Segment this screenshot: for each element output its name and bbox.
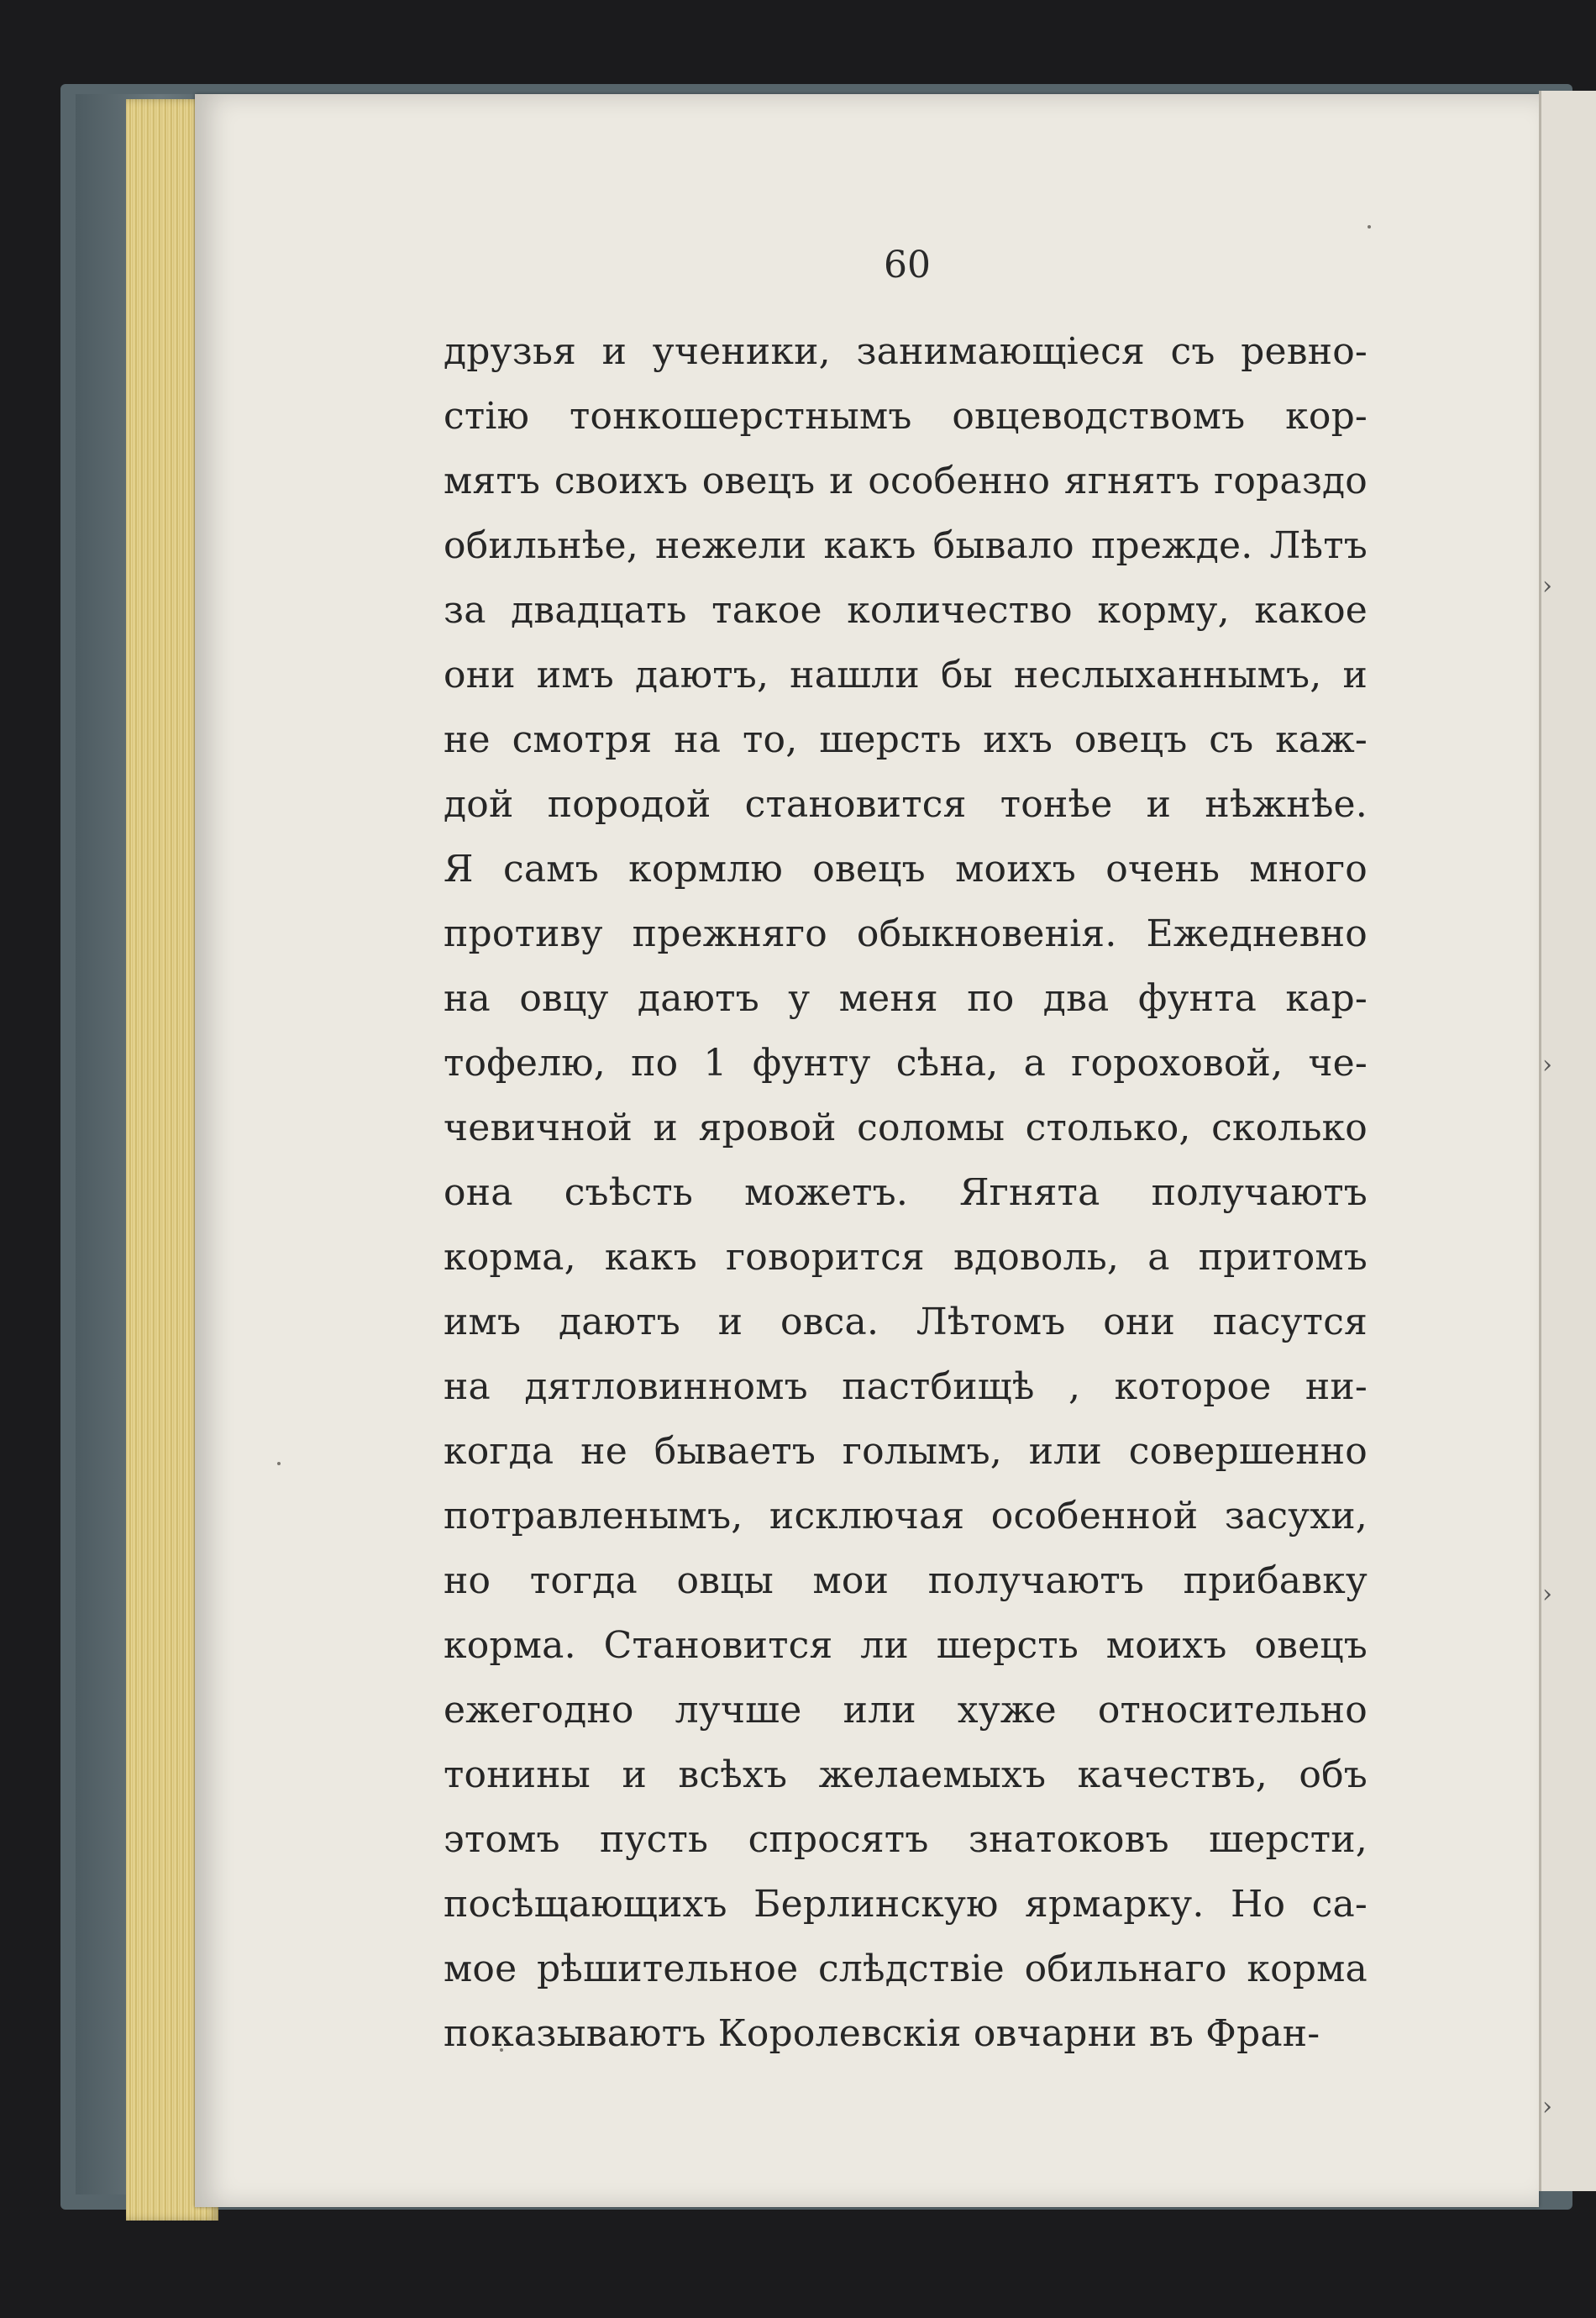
text-line: мое рѣшительное слѣдствіе обильнаго корма [444, 1947, 1368, 1990]
text-line: обильнѣе, нежели какъ бывало прежде. Лѣтъ [444, 524, 1368, 567]
text-line: потравленымъ, исключая особенной засухи, [444, 1495, 1368, 1537]
text-line: на дятловинномъ пастбищѣ , которое ни- [444, 1365, 1368, 1408]
page-edge-mark: › [1542, 1050, 1552, 1080]
text-line: корма, какъ говорится вдоволь, а притомъ [444, 1236, 1368, 1279]
text-line: имъ даютъ и овса. Лѣтомъ они пасутся [444, 1301, 1368, 1343]
text-line: друзья и ученики, занимающіеся съ ревно- [444, 330, 1368, 373]
body-text [444, 319, 1368, 2066]
text-line: Я самъ кормлю овецъ моихъ очень много [444, 848, 1368, 891]
text-line: тофелю, по 1 фунту сѣна, а гороховой, че- [444, 1042, 1368, 1085]
text-line: не смотря на то, шерсть ихъ овецъ съ каж- [444, 718, 1368, 761]
text-line: они имъ даютъ, нашли бы неслыханнымъ, и [444, 654, 1368, 696]
text-line: тонины и всѣхъ желаемыхъ качествъ, объ [444, 1753, 1368, 1796]
text-line: противу прежняго обыкновенія. Ежедневно [444, 912, 1368, 955]
text-line: этомъ пусть спросятъ знатоковъ шерсти, [444, 1818, 1368, 1861]
page-edge-mark: › [1542, 1579, 1552, 1609]
text-line: за двадцать такое количество корму, какое [444, 589, 1368, 632]
adjacent-page-edge [1539, 91, 1596, 2191]
paper-speck [277, 1462, 281, 1465]
text-line: посѣщающихъ Берлинскую ярмарку. Но са- [444, 1883, 1368, 1926]
text-line: чевичной и яровой соломы столько, сколько [444, 1106, 1368, 1149]
paper-speck [1368, 225, 1371, 229]
text-line: ежегодно лучше или хуже относительно [444, 1689, 1368, 1732]
text-line: но тогда овцы мои получаютъ прибавку [444, 1559, 1368, 1602]
text-line: она съѣсть можетъ. Ягнята получаютъ [444, 1171, 1368, 1214]
text-line: корма. Становится ли шерсть моихъ овецъ [444, 1624, 1368, 1667]
text-line: стію тонкошерстнымъ овцеводствомъ кор- [444, 395, 1368, 438]
text-line: показываютъ Королевскія овчарни въ Фран- [444, 2012, 1320, 2055]
text-line: когда не бываетъ голымъ, или совершенно [444, 1430, 1368, 1473]
page-edge-mark: › [1542, 2092, 1552, 2121]
text-line: дой породой становится тонѣе и нѣжнѣе. [444, 783, 1368, 826]
text-line: на овцу даютъ у меня по два фунта кар- [444, 977, 1368, 1020]
page-edge-mark: › [1542, 571, 1552, 601]
page-number: 60 [884, 244, 931, 286]
text-line: мятъ своихъ овецъ и особенно ягнятъ гораздо [444, 460, 1368, 502]
